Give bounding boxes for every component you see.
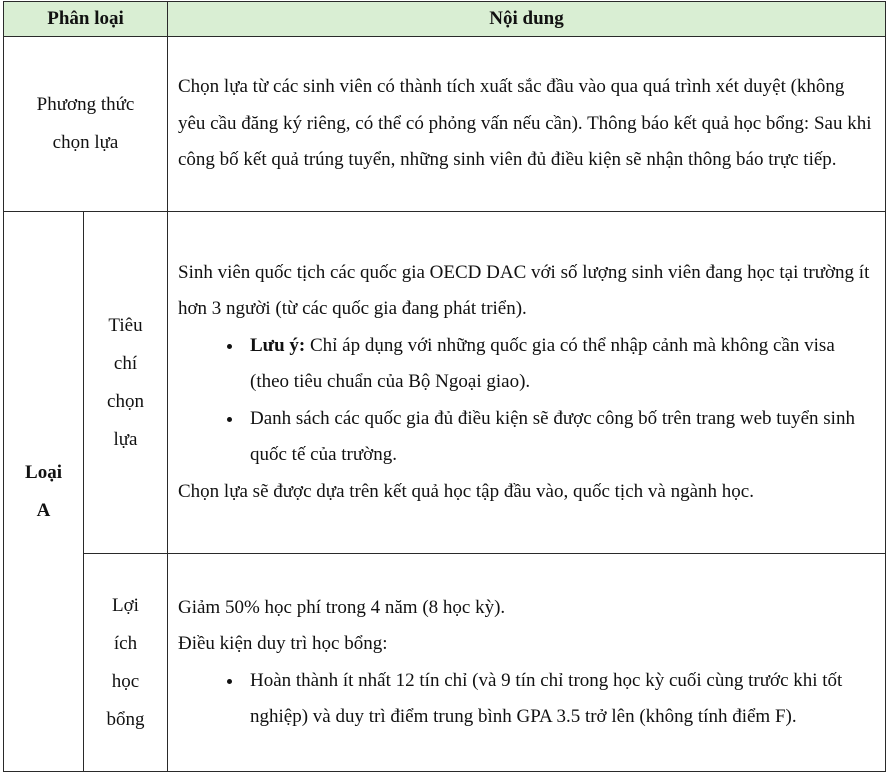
criteria-label-line: lựa [113,428,138,450]
header-category: Phân loại [4,2,168,37]
benefits-label-cell [84,554,168,772]
criteria-label-line: Tiêu [108,314,143,336]
criteria-label-line: chọn [107,390,144,412]
list-item [244,663,875,736]
type-a-label-line1: Loại [25,461,62,483]
benefits-label-line: học [111,670,140,692]
benefits-line1: Giảm 50% học phí trong 4 năm (8 học kỳ). [178,596,506,618]
header-content: Nội dung [168,2,886,37]
benefits-bullet-list [178,663,875,736]
benefits-content [168,554,886,772]
benefits-label-line: Lợi [112,594,139,616]
table-row-method [4,37,886,212]
criteria-content [168,212,886,554]
scholarship-table [3,1,886,772]
benefits-label-line: bổng [106,708,145,730]
criteria-bullet-list [178,328,875,474]
method-label-line1: Phương thức [36,94,135,115]
table-header-row [4,2,886,37]
table-row-benefits [4,554,886,772]
list-item [244,328,875,401]
method-content: Chọn lựa từ các sinh viên có thành tích xuất sắc đầu vào qua quá trình xét duyệt (không yêu cầu đăng ký riêng, có thể có phỏng vấn nếu cần). Thông báo kết quả học bổng: Sau khi công bố kết quả trúng tuyển, những sinh viên đủ điều kiện sẽ nhận thông báo trực tiếp. [168,37,886,212]
criteria-label-line: chí [113,352,138,374]
list-item [244,401,875,474]
type-a-label-cell [4,212,84,772]
note-label: Lưu ý: [250,334,306,356]
table-row-criteria [4,212,886,554]
criteria-intro: Sinh viên quốc tịch các quốc gia OECD DAC với số lượng sinh viên đang học tại trường ít hơn 3 người (từ các quốc gia đang phát triển). [178,261,870,320]
benefits-label-line: ích [113,632,138,654]
bullet-text: Hoàn thành ít nhất 12 tín chỉ (và 9 tín chỉ trong học kỳ cuối cùng trước khi tốt nghiệp) và duy trì điểm trung bình GPA 3.5 trở lên (không tính điểm F). [250,669,843,727]
method-label-line2: chọn lựa [52,132,119,153]
note-text: Chỉ áp dụng với những quốc gia có thể nhập cảnh mà không cần visa (theo tiêu chuẩn của Bộ Ngoại giao). [250,334,835,393]
criteria-label-cell [84,212,168,554]
bullet-text: Danh sách các quốc gia đủ điều kiện sẽ được công bố trên trang web tuyển sinh quốc tế của trường. [250,407,855,466]
type-a-label-line2: A [36,499,51,521]
method-label-cell [4,37,168,212]
benefits-line2: Điều kiện duy trì học bổng: [178,633,388,654]
criteria-outro: Chọn lựa sẽ được dựa trên kết quả học tập đầu vào, quốc tịch và ngành học. [178,480,754,502]
